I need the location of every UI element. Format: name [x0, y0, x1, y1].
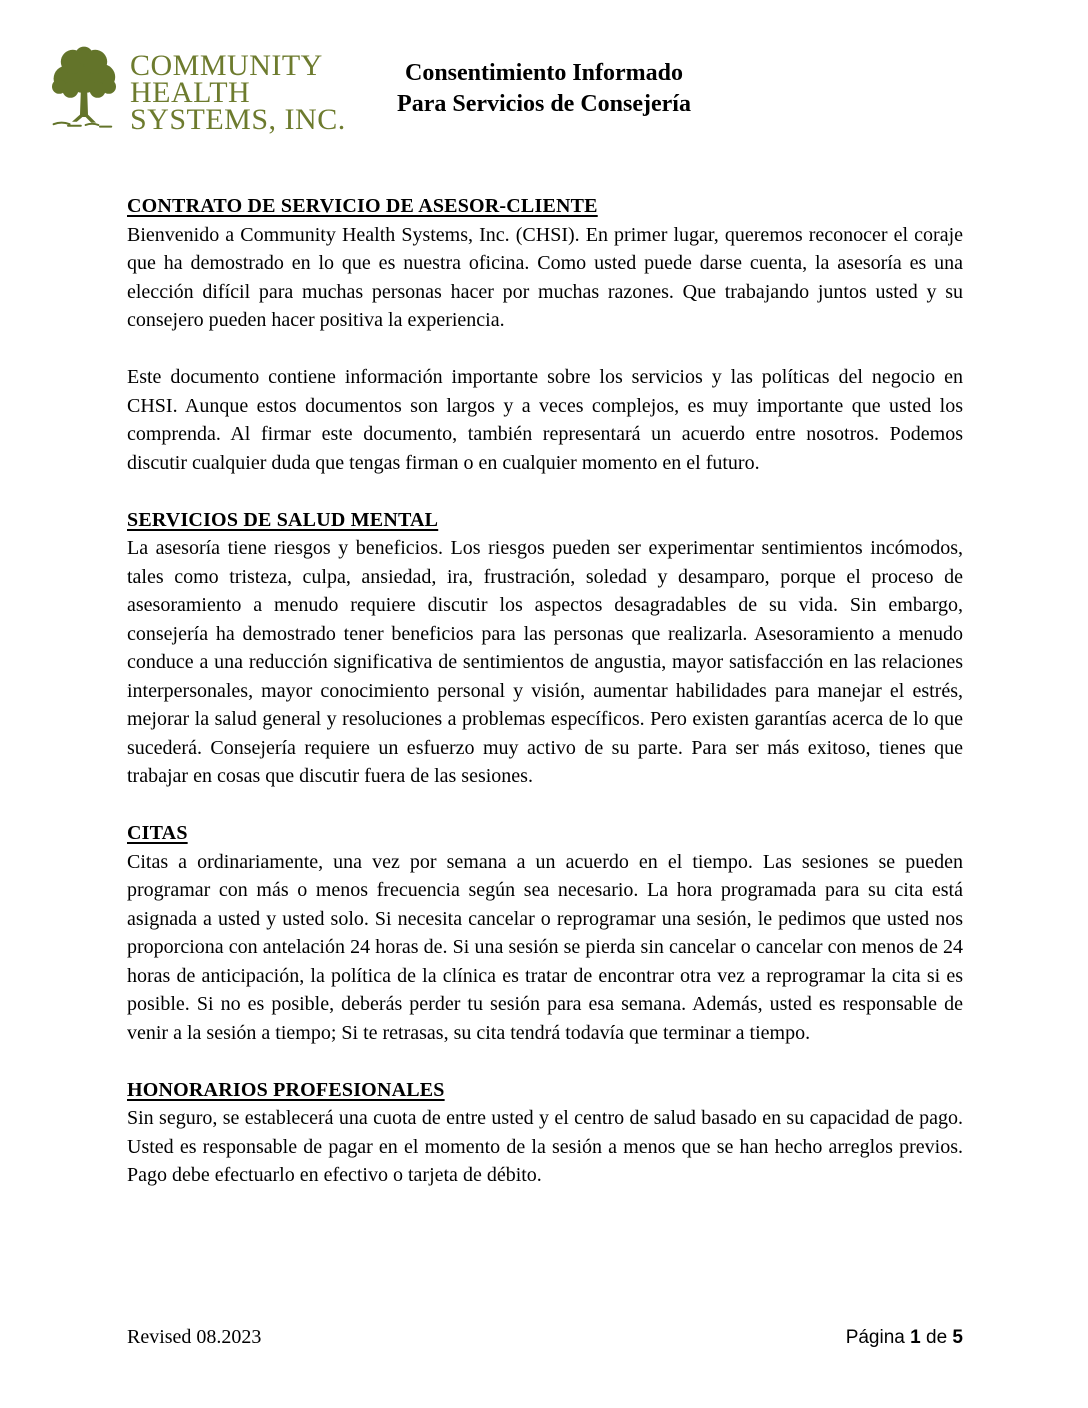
revision-date: Revised 08.2023: [127, 1326, 262, 1348]
total-pages-number: 5: [952, 1327, 963, 1348]
company-name-line1: COMMUNITY: [130, 49, 323, 82]
page-label: Página: [845, 1327, 905, 1348]
page-header: [0, 0, 1088, 148]
document-body: [127, 192, 963, 1190]
document-title: [0, 58, 1088, 120]
section-professional-fees: [127, 1076, 963, 1190]
page-of-text: de: [926, 1327, 948, 1348]
document-title-line2: Para Servicios de Consejería: [397, 91, 691, 117]
section-heading: SERVICIOS DE SALUD MENTAL: [127, 508, 439, 531]
page-footer: [127, 1326, 963, 1349]
paragraph: Este documento contiene información importante sobre los servicios y las políticas del negocio en CHSI. Aunque estos documentos son largos y a veces complejos, es muy importante que usted los comprenda. Al firmar este documento, también representará un acuerdo entre nosotros. Podemos discutir cualquier duda que tengas firman o en cualquier momento en el futuro.: [127, 366, 963, 474]
section-heading: HONORARIOS PROFESIONALES: [127, 1078, 445, 1101]
paragraph: Bienvenido a Community Health Systems, Inc. (CHSI). En primer lugar, queremos reconocer el coraje que ha demostrado en lo que es nuestra oficina. Como usted puede darse cuenta, la asesoría es una elección difícil para muchas personas hacer por muchas razones. Que trabajando juntos usted y su consejero pueden hacer positiva la experiencia.: [127, 223, 963, 331]
section-heading: CONTRATO DE SERVICIO DE ASESOR-CLIENTE: [127, 195, 598, 217]
paragraph: Sin seguro, se establecerá una cuota de entre usted y el centro de salud basado en su capacidad de pago. Usted es responsable de pagar en el momento de la sesión a menos que se han hecho arreglos previos. Pago debe efectuarlo en efectivo o tarjeta de débito.: [127, 1107, 963, 1186]
company-name-line3: SYSTEMS, INC.: [130, 103, 346, 136]
section-heading: CITAS: [127, 822, 188, 844]
section-mental-health-services: [127, 506, 963, 791]
paragraph: La asesoría tiene riesgos y beneficios. Los riesgos pueden ser experimentar sentimientos incómodos, tales como tristeza, culpa, ansiedad, ira, frustración, soledad y desamparo, porque el proceso de asesoramiento a menudo requiere discutir los aspectos desagradables de su vida. Sin embargo, consejería ha demostrado tener beneficios para las personas que realizarla. Asesoramiento a menudo conduce a una reducción significativa de sentimientos de angustia, mayor satisfacción en las relaciones interpersonales, mayor conocimiento personal y visión, aumentar habilidades para manejar el estrés, mejorar la salud general y resoluciones a problemas específicos. Pero existen garantías acerca de lo que sucederá. Consejería requiere un esfuerzo muy activo de su parte. Para ser más exitoso, tienes que trabajar en cosas que discutir fuera de las sesiones.: [127, 537, 963, 787]
document-title-line1: Consentimiento Informado: [404, 60, 683, 86]
section-contract: [127, 192, 963, 477]
section-appointments: [127, 819, 963, 1047]
paragraph: Citas a ordinariamente, una vez por semana a un acuerdo en el tiempo. Las sesiones se pueden programar con más o menos frecuencia según sea necesario. La hora programada para su cita está asignada a usted y usted solo. Si necesita cancelar o reprogramar una sesión, le pedimos que usted nos proporciona con antelación 24 horas de. Si una sesión se pierda sin cancelar o cancelar con menos de 24 horas de anticipación, la política de la clínica es tratar de encontrar otra vez a reprogramar la cita si es posible. Si no es posible, deberás perder tu sesión para esa semana. Además, usted es responsable de venir a la sesión a tiempo; Si te retrasas, su cita tendrá todavía que terminar a tiempo.: [127, 850, 963, 1044]
company-name-line2: HEALTH: [130, 76, 251, 109]
page-number-indicator: [846, 1327, 963, 1349]
current-page-number: 1: [910, 1327, 921, 1348]
